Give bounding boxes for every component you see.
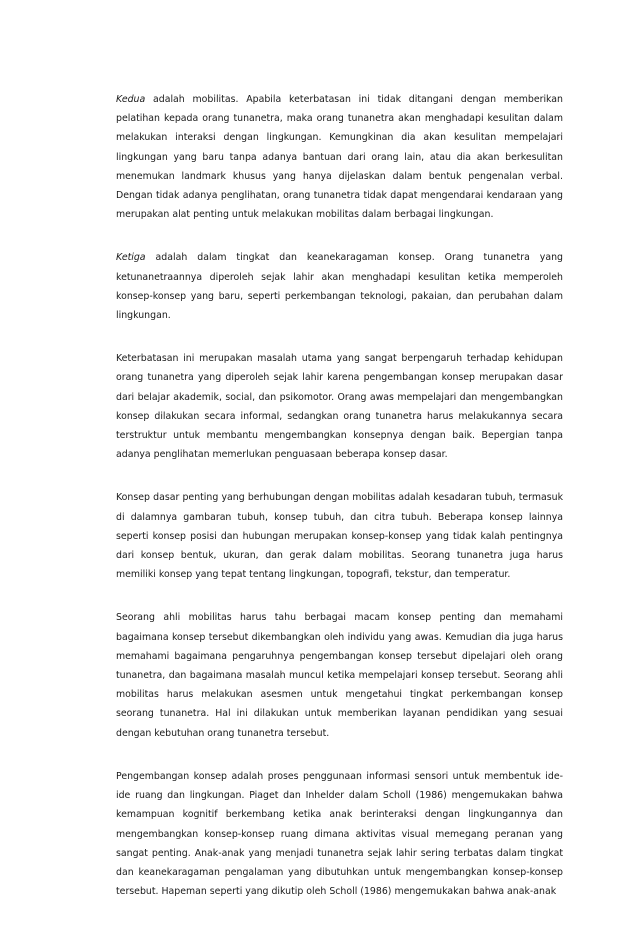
paragraph-text: Seorang ahli mobilitas harus tahu berbagai macam konsep penting dan memahami bagaimana konsep tersebut dikembangkan oleh individu yang awas. Kemudian dia juga harus memahami bagaimana pengaruhnya pengembangan konsep tersebut dipelajari oleh orang tunanetra, dan bagaimana masalah muncul ketika mempelajari konsep tersebut. Seorang ahli mobilitas harus melakukan asesmen untuk mengetahui tingkat perkembangan konsep seorang tunanetra. Hal ini dilakukan untuk memberikan layanan pendidikan yang sesuai dengan kebutuhan orang tunanetra tersebut. [116, 612, 563, 739]
paragraph-basic-concepts [116, 488, 563, 584]
paragraph-lead-word: Ketiga [116, 252, 146, 264]
paragraph-text: Konsep dasar penting yang berhubungan dengan mobilitas adalah kesadaran tubuh, termasuk di dalamnya gambaran tubuh, konsep tubuh, dan citra tubuh. Beberapa konsep lainnya seperti konsep posisi dan hubungan merupakan konsep-konsep yang tidak kalah pentingnya dari konsep bentuk, ukuran, dan gerak dalam mobilitas. Seorang tunanetra juga harus memiliki konsep yang tepat tentang lingkungan, topografi, tekstur, dan temperatur. [116, 492, 563, 581]
paragraph-mobility-expert [116, 608, 563, 742]
paragraph-text: adalah dalam tingkat dan keanekaragaman konsep. Orang tunanetra yang ketunanetraannya diperoleh sejak lahir akan menghadapi kesulitan ketika memperoleh konsep-konsep yang baru, seperti perkembangan teknologi, pakaian, dan perubahan dalam lingkungan. [116, 252, 563, 322]
document-page [116, 90, 563, 925]
paragraph-text: Pengembangan konsep adalah proses penggunaan informasi sensori untuk membentuk ide-ide ruang dan lingkungan. Piaget dan Inhelder dalam Scholl (1986) mengemukakan bahwa kemampuan kognitif berkembang ketika anak berinteraksi dengan lingkungannya dan mengembangkan konsep-konsep ruang dimana aktivitas visual memegang peranan yang sangat penting. Anak-anak yang menjadi tunanetra sejak lahir sering terbatas dalam tingkat dan keanekaragaman pengalaman yang dibutuhkan untuk mengembangkan konsep-konsep tersebut. Hapeman seperti yang dikutip oleh Scholl (1986) mengemukakan bahwa anak-anak [116, 770, 563, 898]
paragraph-mobility [116, 90, 563, 224]
paragraph-concept-development [116, 767, 563, 901]
paragraph-concepts [116, 248, 563, 325]
paragraph-text: Keterbatasan ini merupakan masalah utama yang sangat berpengaruh terhadap kehidupan orang tunanetra yang diperoleh sejak lahir karena pengembangan konsep merupakan dasar dari belajar akademik, social, dan psikomotor. Orang awas mempelajari dan mengembangkan konsep dilakukan secara informal, sedangkan orang tunanetra harus melakukannya secara terstruktur untuk membantu mengembangkan konsepnya dengan baik. Bepergian tanpa adanya penglihatan memerlukan penguasaan beberapa konsep dasar. [116, 353, 563, 461]
paragraph-text: adalah mobilitas. Apabila keterbatasan ini tidak ditangani dengan memberikan pelatihan kepada orang tunanetra, maka orang tunanetra akan menghadapi kesulitan dalam melakukan interaksi dengan lingkungan. Kemungkinan dia akan kesulitan mempelajari lingkungan yang baru tanpa adanya bantuan dari orang lain, atau dia akan berkesulitan menemukan landmark khusus yang hanya dijelaskan dalam bentuk pengenalan verbal. Dengan tidak adanya penglihatan, orang tunanetra tidak dapat mengendarai kendaraan yang merupakan alat penting untuk melakukan mobilitas dalam berbagai lingkungan. [116, 94, 563, 221]
paragraph-lead-word: Kedua [116, 94, 146, 105]
paragraph-limitation [116, 349, 563, 464]
